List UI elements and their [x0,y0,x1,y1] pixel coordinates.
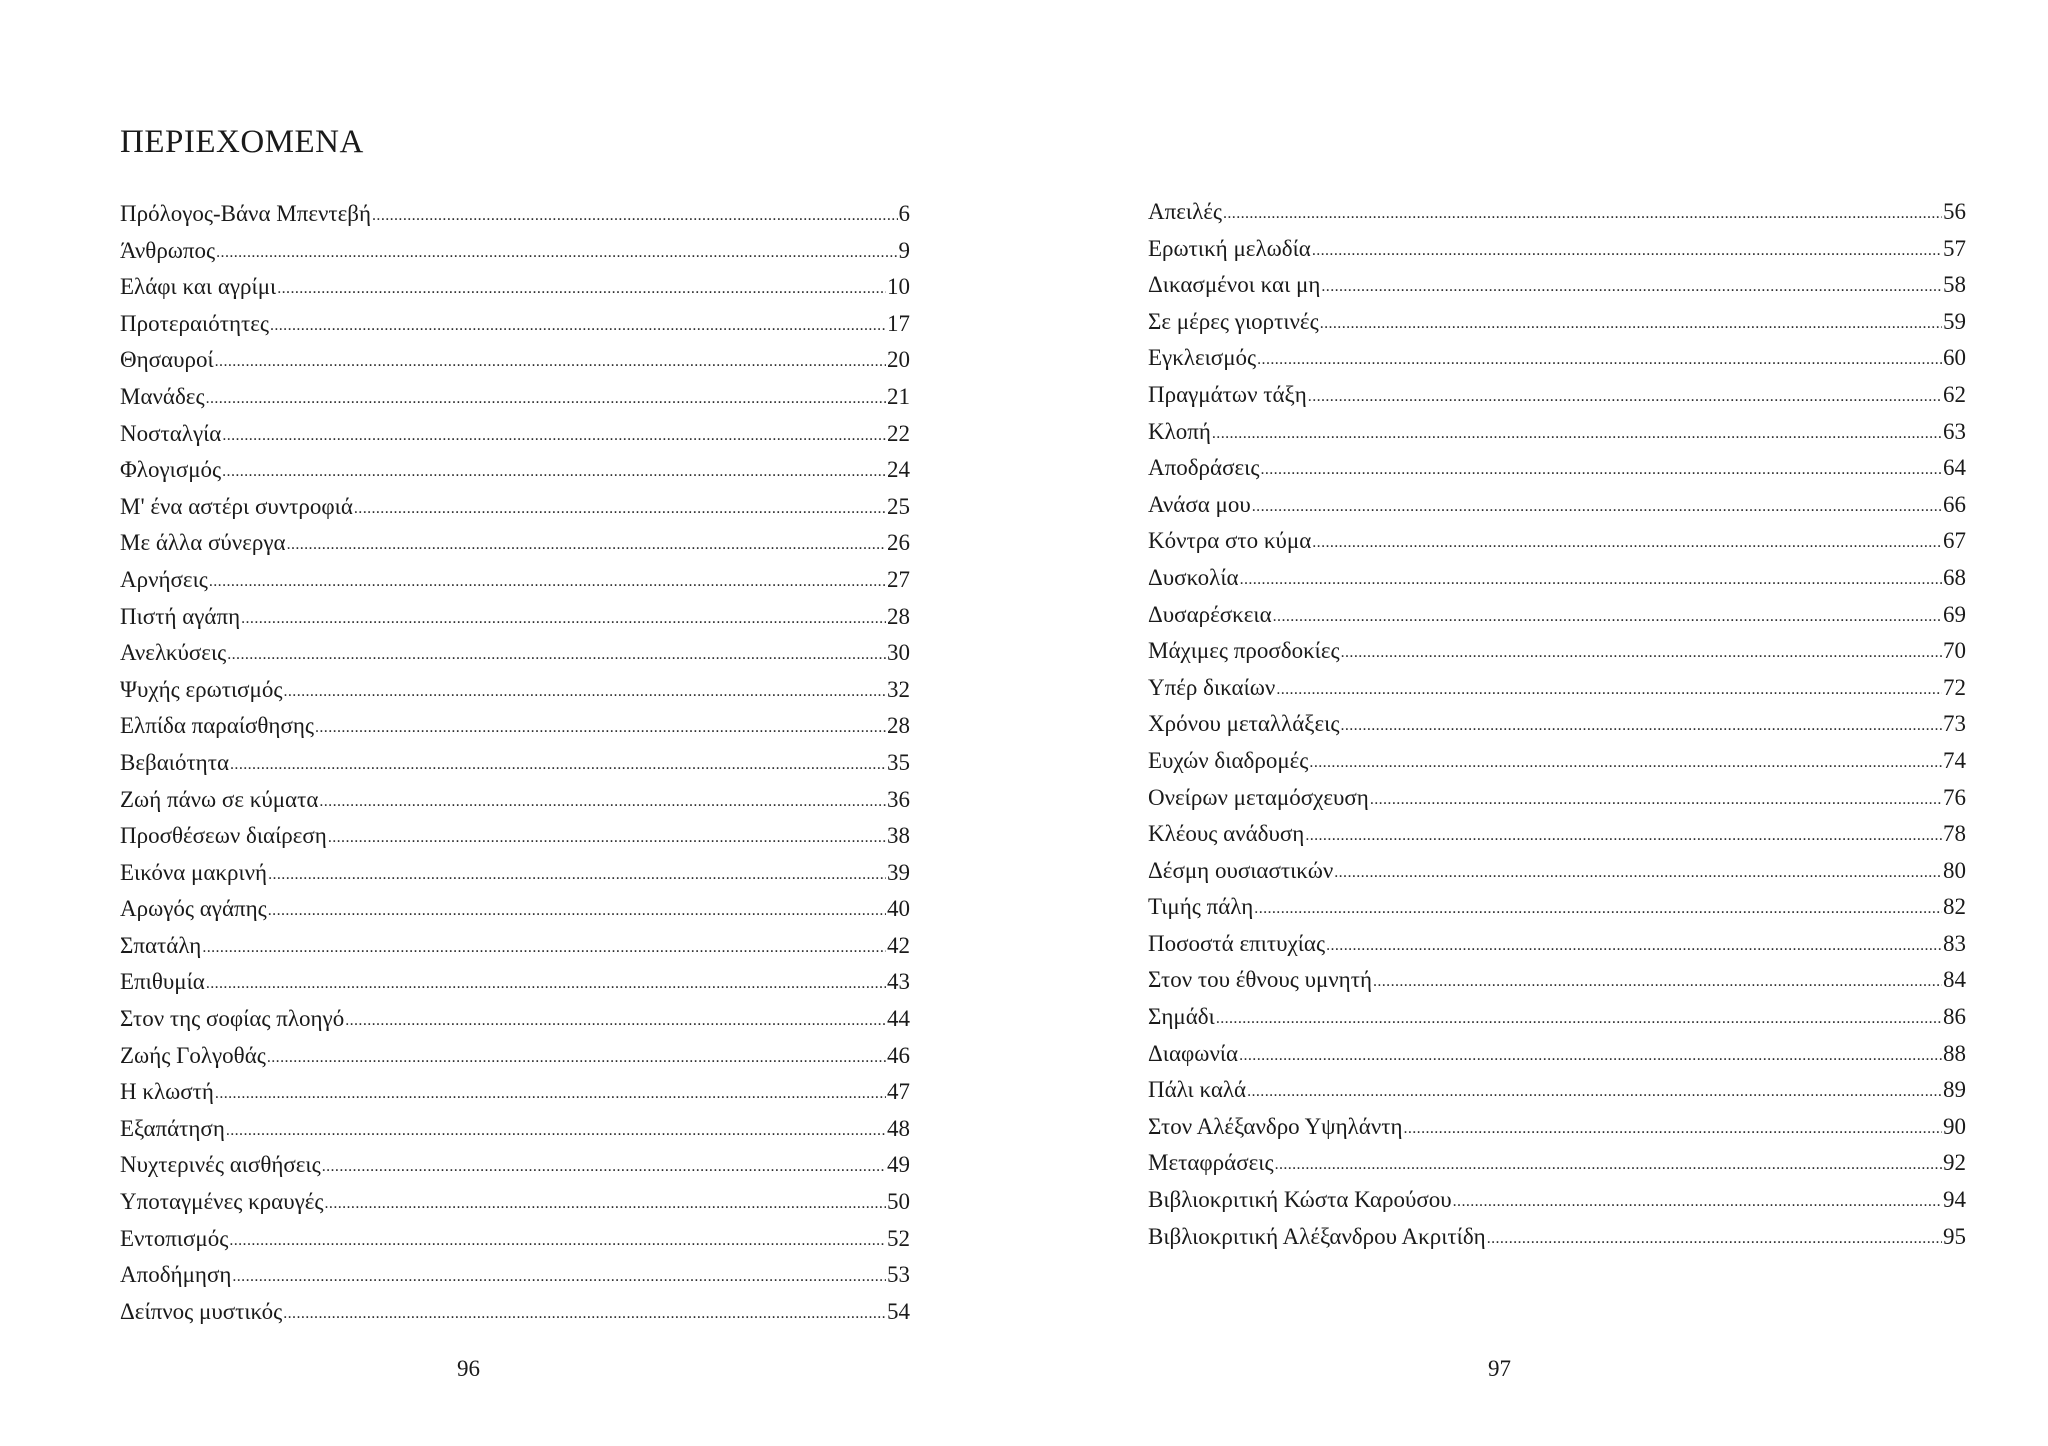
toc-entry-title: Θησαυροί [120,347,214,373]
toc-entry [120,896,910,933]
toc-entry [1148,565,1966,602]
toc-entry-title: Βιβλιοκριτική Κώστα Καρούσου [1148,1187,1452,1213]
dot-leader [222,456,886,482]
dot-leader [1403,1113,1942,1139]
dot-leader [209,566,886,592]
toc-entry [1148,967,1966,1004]
toc-entry [1148,236,1966,273]
toc-entry-page: 60 [1943,345,1966,371]
toc-entry-page: 86 [1943,1004,1966,1030]
toc-entry [1148,1004,1966,1041]
toc-entry-page: 26 [887,530,910,556]
toc-entry [120,933,910,970]
toc-entry-title: Σε μέρες γιορτινές [1148,308,1319,334]
toc-entry-page: 9 [898,237,910,263]
dot-leader [215,1078,886,1104]
toc-entry-title: Στον Αλέξανδρο Υψηλάντη [1148,1113,1403,1139]
toc-entry [1148,1187,1966,1224]
toc-entry [120,823,910,860]
toc-entry-title: Εξαπάτηση [120,1115,225,1141]
toc-entry [1148,602,1966,639]
toc-entry [120,713,910,750]
toc-entry-title: Μανάδες [120,383,205,409]
toc-entry-title: Πιστή αγάπη [120,603,241,629]
dot-leader [1309,747,1942,773]
dot-leader [1216,1003,1942,1029]
toc-entry-title: Απειλές [1148,199,1222,224]
dot-leader [241,603,886,629]
toc-entry-title: Σπατάλη [120,932,202,958]
dot-leader [1273,601,1942,627]
toc-entry-title: Εικόνα μακρινή [120,859,268,885]
toc-entry-title: Πραγμάτων τάξη [1148,381,1307,407]
toc-entry [1148,382,1966,419]
toc-entry-title: Χρόνου μεταλλάξεις [1148,711,1340,737]
toc-entry [120,969,910,1006]
toc-entry-page: 57 [1943,235,1966,261]
toc-entry-page: 83 [1943,930,1966,956]
dot-leader [1240,564,1942,590]
toc-entry [1148,309,1966,346]
toc-entry-title: Εγκλεισμός [1148,345,1257,371]
toc-entry [120,787,910,824]
dot-leader [202,932,886,958]
toc-entry [1148,638,1966,675]
toc-entry [1148,894,1966,931]
toc-entry-title: Αρωγός αγάπης [120,896,267,922]
toc-entry-page: 95 [1943,1223,1966,1249]
dot-leader [1305,820,1942,846]
toc-entry [120,311,910,348]
toc-entry-page: 20 [887,347,910,373]
toc-entry [120,1006,910,1043]
toc-entry-page: 73 [1943,711,1966,737]
toc-entry [120,1116,910,1153]
toc-entry [120,421,910,458]
dot-leader [325,1188,886,1214]
dot-leader [1321,271,1942,297]
toc-entry [120,384,910,421]
toc-entry-page: 68 [1943,564,1966,590]
toc-entry [120,1043,910,1080]
toc-entry-page: 53 [887,1262,910,1288]
toc-entry [1148,858,1966,895]
toc-entry-page: 82 [1943,894,1966,920]
page-number: 96 [457,1356,480,1381]
toc-entry [1148,1224,1966,1261]
toc-entry [120,677,910,714]
dot-leader [1487,1223,1942,1249]
toc-entry-title: Ευχών διαδρομές [1148,747,1309,773]
dot-leader [354,493,886,519]
dot-leader [1312,235,1942,261]
dot-leader [319,786,886,812]
toc-entry-page: 21 [887,383,910,409]
toc-entry-page: 70 [1943,638,1966,664]
toc-entry [120,347,910,384]
dot-leader [1223,198,1942,224]
toc-entry-title: Υπέρ δικαίων [1148,674,1276,700]
dot-leader [1334,857,1942,883]
toc-entry-page: 27 [887,566,910,592]
toc-entry-title: Ποσοστά επιτυχίας [1148,930,1326,956]
dot-leader [315,712,886,738]
toc-entry [1148,455,1966,492]
dot-leader [232,1261,886,1287]
toc-entry-title: Νοσταλγία [120,420,222,446]
toc-entry-title: Σημάδι [1148,1004,1215,1030]
toc-entry-title: Η κλωστή [120,1079,214,1105]
toc-entry [120,274,910,311]
toc-entry-page: 69 [1943,601,1966,627]
dot-leader [1276,674,1942,700]
dot-leader [216,237,897,263]
toc-entry-title: Δέσμη ουσιαστικών [1148,857,1334,883]
toc-entry-title: Εντοπισμός [120,1225,229,1251]
toc-entry-title: Ανάσα μου [1148,491,1251,517]
toc-entry-title: Ζωή πάνω σε κύματα [120,786,319,812]
toc-entry [1148,492,1966,529]
toc-entry-page: 66 [1943,491,1966,517]
toc-entry-page: 92 [1943,1150,1966,1176]
dot-leader [1252,491,1942,517]
toc-entry-page: 46 [887,1042,910,1068]
toc-entry-page: 67 [1943,528,1966,554]
toc-entry [1148,419,1966,456]
dot-leader [1370,784,1942,810]
dot-leader [230,749,886,775]
dot-leader [1373,966,1942,992]
toc-entry-page: 94 [1943,1187,1966,1213]
dot-leader [1275,1149,1942,1175]
toc-entry-title: Στον του έθνους υμνητή [1148,967,1372,993]
toc-entry-page: 40 [887,896,910,922]
toc-entry-page: 47 [887,1079,910,1105]
toc-entry-title: Ανελκύσεις [120,640,227,666]
dot-leader [222,420,886,446]
toc-entry-title: Με άλλα σύνεργα [120,530,286,556]
toc-entry-title: Δικασμένοι και μη [1148,272,1321,298]
toc-entry-title: Δείπνος μυστικός [120,1298,283,1324]
toc-entry-page: 28 [887,713,910,739]
dot-leader [1340,710,1942,736]
toc-entry-title: Μάχιμες προσδοκίες [1148,638,1340,664]
toc-entry [1148,711,1966,748]
toc-entry-title: Κλοπή [1148,418,1211,444]
toc-entry-page: 49 [887,1152,910,1178]
dot-leader [1320,308,1942,334]
toc-entry [1148,1114,1966,1151]
dot-leader [215,346,886,372]
toc-entry [120,750,910,787]
toc-entry-page: 90 [1943,1113,1966,1139]
toc-entry-page: 6 [898,201,910,226]
toc-entry-title: Ερωτική μελωδία [1148,235,1311,261]
toc-entry-page: 10 [887,274,910,300]
toc-entry [120,640,910,677]
toc-entry-page: 54 [887,1298,910,1324]
toc-entry [120,604,910,641]
dot-leader [206,968,886,994]
toc-entry [1148,1041,1966,1078]
toc-entry-title: Προσθέσεων διαίρεση [120,823,327,849]
toc-entry-title: Αποδράσεις [1148,455,1260,481]
toc-entry-title: Ελπίδα παραίσθησης [120,713,314,739]
toc-entry-page: 72 [1943,674,1966,700]
dot-leader [372,200,897,226]
dot-leader [270,310,886,336]
toc-entry-page: 80 [1943,857,1966,883]
toc-entry [1148,821,1966,858]
toc-entry-page: 58 [1943,272,1966,298]
dot-leader [267,1042,886,1068]
toc-entry [1148,785,1966,822]
dot-leader [328,822,886,848]
dot-leader [1341,637,1942,663]
toc-entry [120,457,910,494]
toc-entry-page: 32 [887,676,910,702]
toc-entry-title: Κόντρα στο κύμα [1148,528,1312,554]
dot-leader [322,1151,886,1177]
toc-entry [1148,199,1966,236]
toc-entry [1148,931,1966,968]
toc-entry-page: 43 [887,969,910,995]
dot-leader [1254,893,1942,919]
toc-entry-title: Πάλι καλά [1148,1077,1247,1103]
dot-leader [345,1005,886,1031]
dot-leader [1453,1186,1942,1212]
toc-entry-page: 36 [887,786,910,812]
toc-entry-page: 62 [1943,381,1966,407]
toc-entry [120,1226,910,1263]
dot-leader [1326,930,1942,956]
dot-leader [227,639,886,665]
dot-leader [1308,381,1942,407]
right-page [1024,0,2048,1446]
dot-leader [268,895,886,921]
dot-leader [283,1298,886,1324]
toc-entry-page: 64 [1943,455,1966,481]
toc-entry [1148,748,1966,785]
toc-entry-title: Ψυχής ερωτισμός [120,676,283,702]
toc-entry [1148,272,1966,309]
toc-entry-page: 30 [887,640,910,666]
toc-entry [1148,345,1966,382]
toc-entry-page: 78 [1943,821,1966,847]
toc-entry-page: 28 [887,603,910,629]
toc-entry [120,1189,910,1226]
toc-entry-page: 44 [887,1006,910,1032]
toc-entry [120,494,910,531]
toc-entry-page: 25 [887,493,910,519]
toc-entry-title: Νυχτερινές αισθήσεις [120,1152,321,1178]
toc-entry-page: 48 [887,1115,910,1141]
toc-entry-title: Φλογισμός [120,457,222,483]
toc-entry [120,567,910,604]
dot-leader [226,1115,886,1141]
toc-entry-title: Μεταφράσεις [1148,1150,1274,1176]
toc-entry-title: Δυσαρέσκεια [1148,601,1272,627]
toc-entry-title: Πρόλογος-Βάνα Μπεντεβή [120,201,372,226]
toc-entry-page: 56 [1943,199,1966,224]
toc-entry-title: Αποδήμηση [120,1262,232,1288]
toc-entry [1148,1150,1966,1187]
toc-entry-page: 22 [887,420,910,446]
toc-entry-page: 88 [1943,1040,1966,1066]
toc-entry [120,1262,910,1299]
dot-leader [287,529,886,555]
toc-entry-title: Τιμής πάλη [1148,894,1254,920]
toc-entry-page: 63 [1943,418,1966,444]
toc-entry-page: 42 [887,932,910,958]
toc-list-left [120,201,910,1335]
toc-entry [1148,675,1966,712]
dot-leader [284,676,887,702]
toc-entry [120,1299,910,1336]
toc-entry-title: Κλέους ανάδυση [1148,821,1305,847]
toc-entry-page: 38 [887,823,910,849]
contents-heading: ΠΕΡΙΕΧΟΜΕΝΑ [120,124,364,160]
toc-entry-title: Βεβαιότητα [120,749,230,775]
dot-leader [1260,454,1942,480]
dot-leader [1312,527,1942,553]
toc-entry-page: 84 [1943,967,1966,993]
toc-entry-page: 52 [887,1225,910,1251]
toc-entry-title: Διαφωνία [1148,1040,1239,1066]
toc-entry-page: 39 [887,859,910,885]
dot-leader [1212,418,1942,444]
toc-entry-title: Βιβλιοκριτική Αλέξανδρου Ακριτίδη [1148,1223,1486,1249]
dot-leader [1247,1076,1942,1102]
toc-entry-page: 35 [887,749,910,775]
toc-entry [120,1079,910,1116]
toc-entry-page: 76 [1943,784,1966,810]
toc-entry-title: Ονείρων μεταμόσχευση [1148,784,1369,810]
toc-entry-title: Αρνήσεις [120,566,208,592]
toc-entry-title: Προτεραιότητες [120,310,269,336]
toc-entry [120,860,910,897]
toc-entry [120,1152,910,1189]
toc-entry-page: 50 [887,1189,910,1215]
dot-leader [229,1225,886,1251]
dot-leader [268,859,886,885]
toc-entry-title: Στον της σοφίας πλοηγό [120,1006,345,1032]
dot-leader [1239,1040,1942,1066]
toc-entry-title: Υποταγμένες κραυγές [120,1189,324,1215]
toc-entry-page: 24 [887,457,910,483]
toc-entry [1148,1077,1966,1114]
toc-entry-title: Μ' ένα αστέρι συντροφιά [120,493,353,519]
toc-entry-page: 59 [1943,308,1966,334]
toc-entry-page: 89 [1943,1077,1966,1103]
toc-entry-title: Ελάφι και αγρίμι [120,274,277,300]
dot-leader [1257,344,1942,370]
dot-leader [277,273,886,299]
toc-entry-title: Δυσκολία [1148,564,1239,590]
toc-entry-title: Ζωής Γολγοθάς [120,1042,266,1068]
toc-entry [120,201,910,238]
toc-entry [1148,528,1966,565]
dot-leader [206,383,886,409]
toc-entry [120,238,910,275]
page-number: 97 [1488,1356,1511,1381]
toc-list-right [1148,199,1966,1260]
toc-entry-title: Επιθυμία [120,969,205,995]
toc-entry-page: 74 [1943,747,1966,773]
toc-entry-title: Άνθρωπος [120,237,216,263]
toc-entry-page: 17 [887,310,910,336]
toc-entry [120,530,910,567]
